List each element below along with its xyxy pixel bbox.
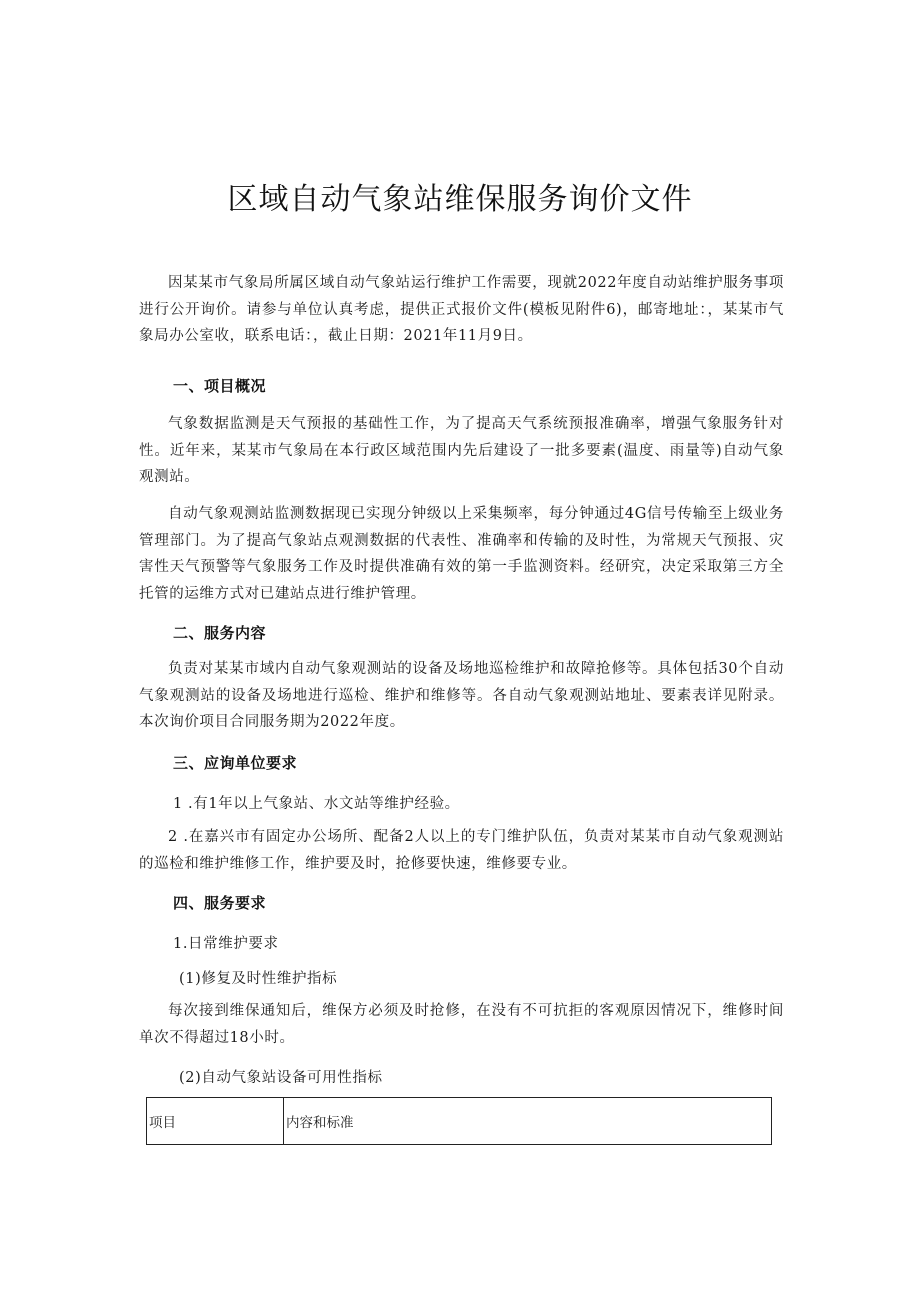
- subsection-equipment-availability: (2)自动气象站设备可用性指标: [179, 1070, 383, 1086]
- section-2-paragraph-1: 负责对某某市域内自动气象观测站的设备及场地巡检维护和故障抢修等。具体包括30个自动气象观测站的设备及场地进行巡检、维护和维修等。各自动气象观测站地址、要素表详见附录。本次询价项目合同服务期为2022年度。: [139, 661, 784, 730]
- section-1-paragraph-2: 自动气象观测站监测数据现已实现分钟级以上采集频率，每分钟通过4G信号传输至上级业务管理部门。为了提高气象站点观测数据的代表性、准确率和传输的及时性，为常规天气预报、灾害性天气预警等气象服务工作及时提供准确有效的第一手监测资料。经研究，决定采取第三方全托管的运维方式对已建站点进行维护管理。: [139, 506, 784, 602]
- section-4-heading: 四、服务要求: [173, 894, 267, 912]
- subsection-repair-timeliness: (1)修复及时性维护指标: [179, 971, 338, 987]
- table-header-content: 内容和标准: [286, 1115, 354, 1131]
- table-header-item: 项目: [147, 1098, 284, 1144]
- section-1-heading: 一、项目概况: [173, 377, 267, 395]
- availability-table: [146, 1097, 772, 1145]
- requirement-item-2: 2 .在嘉兴市有固定办公场所、配备2人以上的专门维护队伍，负责对某某市自动气象观测站的巡检和维护维修工作，维护要及时，抢修要快速，维修要专业。: [139, 829, 784, 872]
- section-3-heading: 三、应询单位要求: [173, 754, 298, 772]
- requirement-item-1: 1 .有1年以上气象站、水文站等维护经验。: [173, 796, 460, 812]
- section-2-heading: 二、服务内容: [173, 624, 267, 642]
- intro-paragraph: 因某某市气象局所属区域自动气象站运行维护工作需要，现就2022年度自动站维护服务事项进行公开询价。请参与单位认真考虑，提供正式报价文件(模板见附件6)，邮寄地址：，某某市气象局办公室收，联系电话：，截止日期：2021年11月9日。: [139, 275, 784, 344]
- document-title: 区域自动气象站维保服务询价文件: [227, 182, 693, 217]
- section-1-paragraph-1: 气象数据监测是天气预报的基础性工作，为了提高天气系统预报准确率，增强气象服务针对性。近年来，某某市气象局在本行政区域范围内先后建设了一批多要素(温度、雨量等)自动气象观测站。: [139, 416, 784, 485]
- repair-timeliness-paragraph: 每次接到维保通知后，维保方必须及时抢修，在没有不可抗拒的客观原因情况下，维修时间单次不得超过18小时。: [139, 1003, 784, 1046]
- subsection-daily-maintenance: 1.日常维护要求: [173, 936, 279, 952]
